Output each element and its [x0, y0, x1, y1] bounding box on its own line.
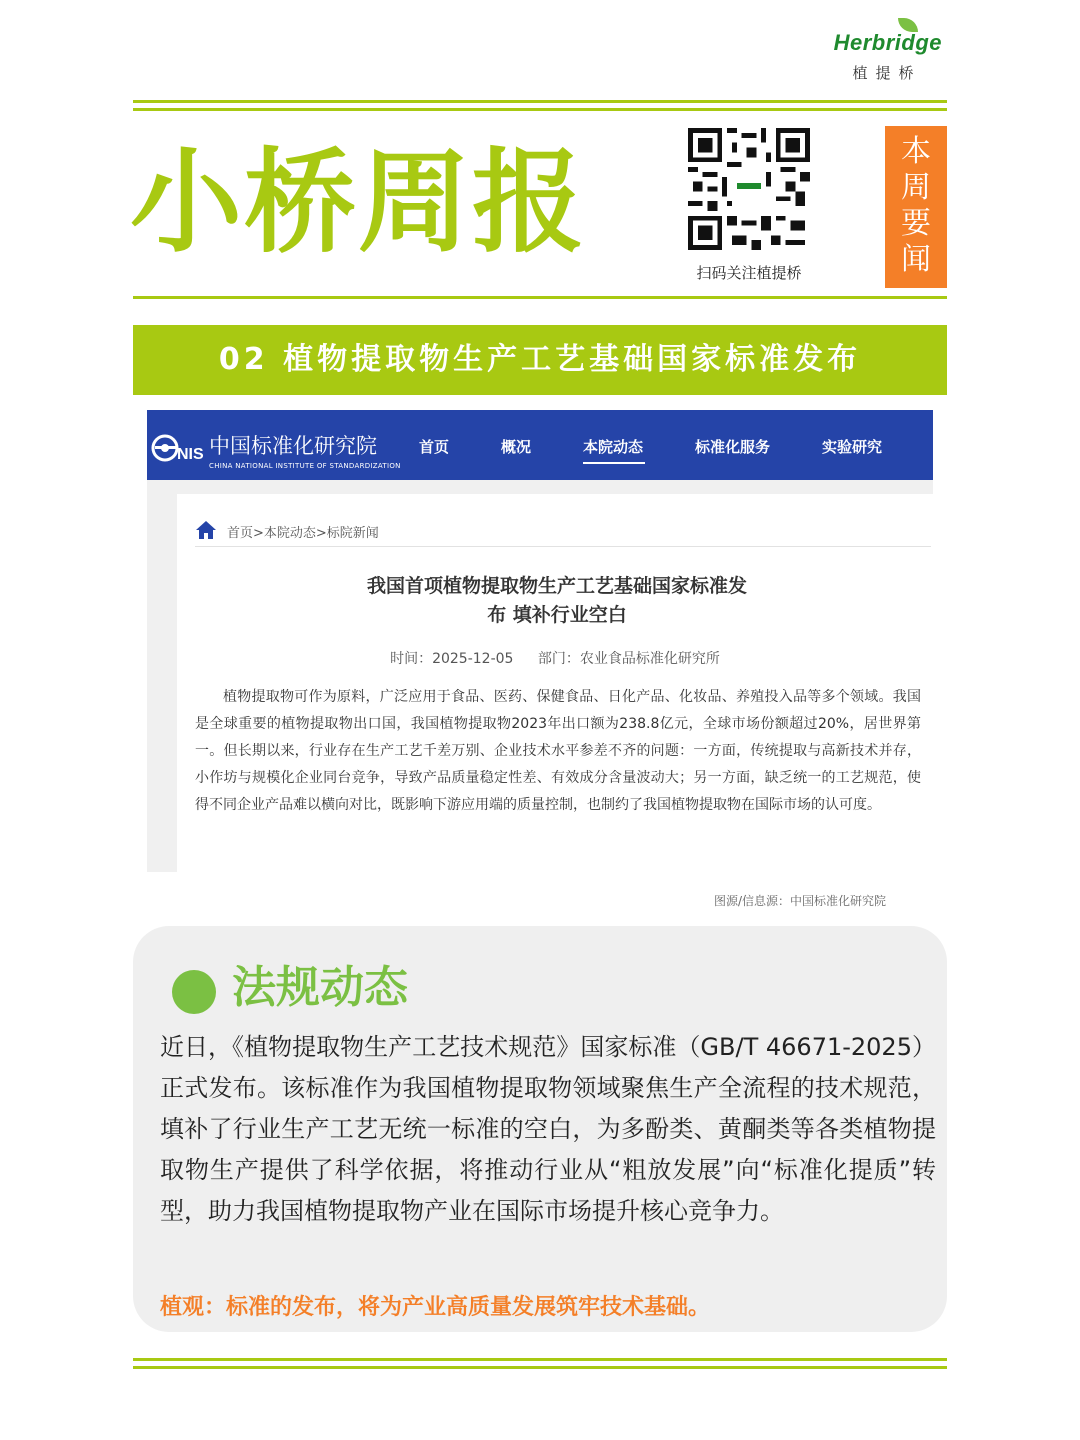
article-time: 时间：2025-12-05 [390, 651, 514, 667]
image-credit: 图源/信息源：中国标准化研究院 [713, 894, 886, 908]
nav-overview[interactable]: 概况 [501, 438, 532, 456]
cnis-logo-icon [151, 432, 207, 464]
site-name: 中国标准化研究院 [209, 434, 377, 458]
qr-caption: 扫码关注植提桥 [696, 264, 802, 282]
nav-news[interactable]: 本院动态 [583, 438, 644, 456]
divider [133, 1366, 947, 1369]
tab-char: 周 [901, 170, 931, 205]
divider [133, 1358, 947, 1361]
page-title: 小桥周报 [130, 138, 586, 268]
nav-research[interactable]: 实验研究 [822, 438, 883, 456]
site-nav [147, 410, 933, 480]
tab-char: 闻 [901, 242, 931, 277]
section-heading: 02 植物提取物生产工艺基础国家标准发布 [133, 325, 947, 395]
weekly-news-tab [885, 126, 947, 288]
nav-home[interactable]: 首页 [419, 438, 450, 456]
card-viewpoint: 植观：标准的发布，将为产业高质量发展筑牢技术基础。 [160, 1295, 711, 1320]
card-body: 近日，《植物提取物生产工艺技术规范》国家标准（GB/T 46671-2025）正式发布。该标准作为我国植物提取物领域聚焦生产全流程的技术规范，填补了行业生产工艺无统一标准的空白，为多酚类、黄酮类等各类植物提取物生产提供了科学依据，将推动行业从“粗放发展”向“标准化提质”转型，助力我国植物提取物产业在国际市场提升核心竞争力。 [160, 1033, 936, 1225]
article-body: 植物提取物可作为原料，广泛应用于食品、医药、保健食品、日化产品、化妆品、养殖投入品等多个领域。我国是全球重要的植物提取物出口国，我国植物提取物2023年出口额为238.8亿元，全球市场份额超过20%，居世界第一。但长期以来，行业存在生产工艺千差万别、企业技术水平参差不齐的问题：一方面，传统提取与高新技术并存，小作坊与规模化企业同台竞争，导致产品质量稳定性差、有效成分含量波动大；另一方面，缺乏统一的工艺规范，使得不同企业产品难以横向对比，既影响下游应用端的质量控制，也制约了我国植物提取物在国际市场的认可度。 [195, 689, 921, 813]
tab-char: 本 [901, 134, 931, 169]
article-title-line: 我国首项植物提取物生产工艺基础国家标准发 [366, 575, 747, 597]
article-title-line: 布 填补行业空白 [487, 604, 627, 626]
article-title [297, 572, 817, 630]
website-screenshot [147, 410, 933, 872]
divider [133, 296, 947, 299]
divider [133, 108, 947, 111]
qr-logo-icon [737, 183, 761, 189]
home-icon[interactable] [195, 520, 217, 540]
divider [195, 546, 931, 547]
card-title: 法规动态 [232, 962, 408, 1013]
brand-name-cn: 植提桥 [852, 64, 922, 82]
brand-logo: Herbridge [833, 30, 942, 55]
tab-char: 要 [901, 206, 931, 241]
breadcrumb[interactable]: 首页>本院动态>标院新闻 [227, 526, 379, 541]
qr-code[interactable] [688, 128, 810, 250]
bullet-dot-icon [172, 970, 216, 1014]
article-page [177, 494, 933, 872]
nav-active-underline [583, 462, 645, 464]
site-name-en: CHINA NATIONAL INSTITUTE OF STANDARDIZATION [209, 462, 401, 470]
article-meta [177, 648, 933, 668]
article-dept: 部门：农业食品标准化研究所 [537, 651, 720, 667]
svg-text:NIS: NIS [177, 446, 204, 463]
nav-services[interactable]: 标准化服务 [695, 438, 771, 456]
divider [133, 100, 947, 103]
